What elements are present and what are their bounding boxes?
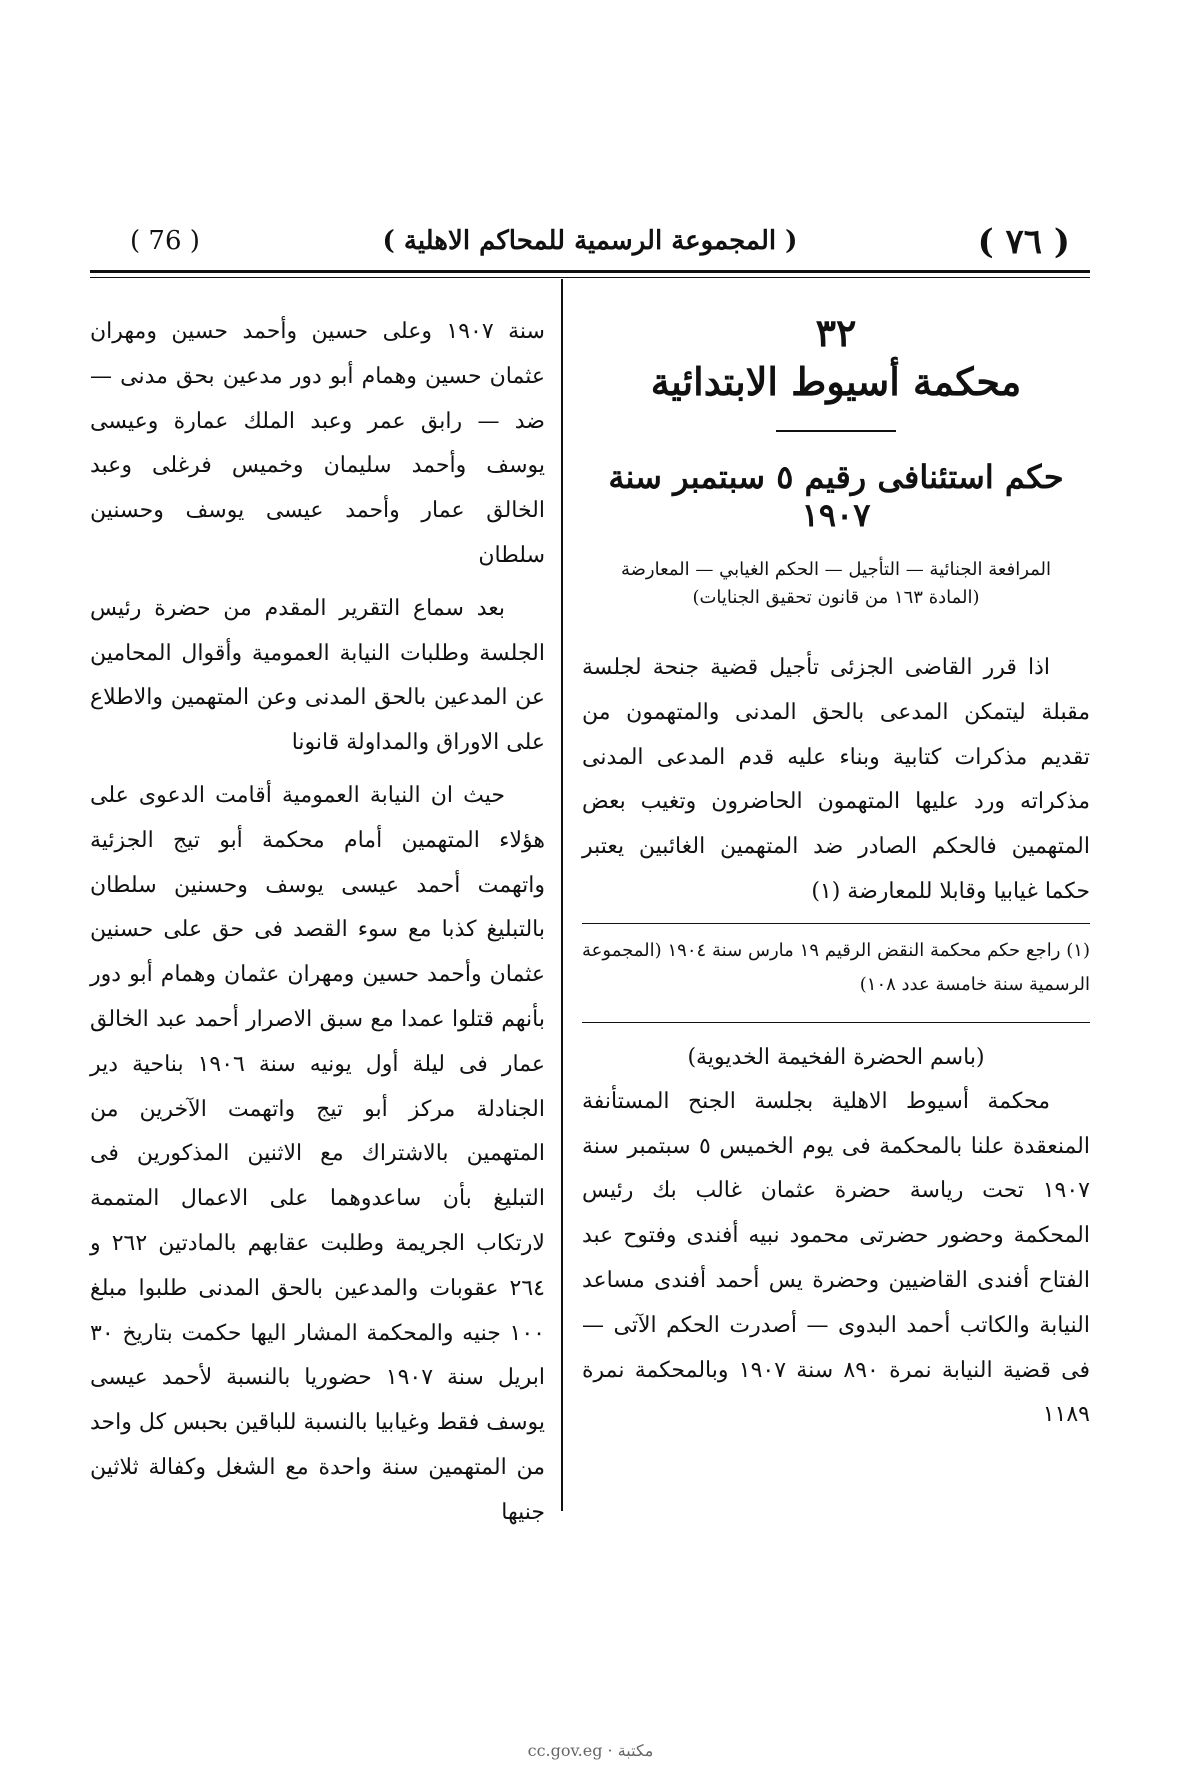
case-number: ٣٢ — [815, 310, 857, 355]
column-divider — [561, 279, 563, 1511]
right-column — [582, 310, 1090, 1438]
left-column — [90, 310, 545, 1536]
footer-note: مكتبة · cc.gov.eg — [527, 1741, 654, 1760]
page-header — [90, 222, 1090, 276]
publication-title: ( المجموعة الرسمية للمحاكم الاهلية ) — [382, 226, 798, 256]
summary-paragraph: اذا قرر القاضى الجزئى تأجيل قضية جنحة لجلسة مقبلة ليتمكن المدعى بالحق المدنى والمتهمون من تقديم مذكرات كتابية وبناء عليه قدم المدعى المدنى مذكراته ورد عليها المتهمون الحاضرون وتغيب بعض المتهمين فالحكم الصادر ضد المتهمين الغائبين يعتبر حكما غيابيا وقابلا للمعارضة (١) — [582, 655, 1090, 904]
procedure-paragraph: بعد سماع التقرير المقدم من حضرة رئيس الجلسة وطلبات النيابة العمومية وأقوال المحامين عن المدعين بالحق المدنى وعن المتهمين والاطلاع على الاوراق والمداولة قانونا — [90, 595, 545, 756]
legal-reference: (المادة ١٦٣ من قانون تحقيق الجنايات) — [692, 587, 980, 608]
invocation: (باسم الحضرة الفخيمة الخديوية) — [582, 1022, 1090, 1080]
title-divider — [776, 430, 896, 432]
header-rule-thin — [90, 277, 1090, 278]
keywords: المرافعة الجنائية — التأجيل — الحكم الغيابي — المعارضة — [620, 559, 1052, 580]
court-title: محكمة أسيوط الابتدائية — [650, 359, 1022, 404]
page-number-arabic: ( ٧٦ ) — [977, 222, 1070, 262]
page-number-latin: ( 76 ) — [130, 226, 200, 256]
header-rule — [90, 270, 1090, 273]
footnote-divider — [582, 923, 1090, 924]
judgment-heading: حكم استئنافى رقيم ٥ سبتمبر سنة ١٩٠٧ — [608, 458, 1064, 534]
footnote: (١) راجع حكم محكمة النقض الرقيم ١٩ مارس سنة ١٩٠٤ (المجموعة الرسمية سنة خامسة عدد ١٠٨) — [582, 939, 1090, 995]
court-intro-paragraph: محكمة أسيوط الاهلية بجلسة الجنح المستأنفة المنعقدة علنا بالمحكمة فى يوم الخميس ٥ سبتمبر سنة ١٩٠٧ تحت رياسة حضرة عثمان غالب بك رئيس المحكمة وحضور حضرتى محمود نبيه أفندى وفتوح عبد الفتاح أفندى القاضيين وحضرة يس أحمد أفندى مساعد النيابة والكاتب أحمد البدوى — أصدرت الحكم الآتى — فى قضية النيابة نمرة ٨٩٠ سنة ١٩٠٧ وبالمحكمة نمرة ١١٨٩ — [582, 1088, 1091, 1428]
parties-paragraph: سنة ١٩٠٧ وعلى حسين وأحمد حسين ومهران عثمان حسين وهمام أبو دور مدعين بحق مدنى — ضد — رابق عمر وعبد الملك عمارة وعيسى يوسف وأحمد سليمان وخميس فرغلى وعبد الخالق عمار وأحمد عيسى يوسف وحسنين سلطان — [90, 319, 545, 568]
facts-paragraph: حيث ان النيابة العمومية أقامت الدعوى على هؤلاء المتهمين أمام محكمة أبو تيج الجزئية واتهمت أحمد عيسى يوسف وحسنين سلطان بالتبليغ كذبا مع سوء القصد فى حق على حسنين عثمان وأحمد حسين ومهران عثمان وهمام أبو دور بأنهم قتلوا عمدا مع سبق الاصرار أحمد عبد الخالق عمار فى ليلة أول يونيه سنة ١٩٠٦ بناحية دير الجنادلة مركز أبو تيج واتهمت الآخرين من المتهمين بالاشتراك مع الاثنين المذكورين فى التبليغ بأن ساعدوهما على الاعمال المتممة لارتكاب الجريمة وطلبت عقابهم بالمادتين ٢٦٢ و ٢٦٤ عقوبات والمدعين بالحق المدنى طلبوا مبلغ ١٠٠ جنيه والمحكمة المشار اليها حكمت بتاريخ ٣٠ ابريل سنة ١٩٠٧ حضوريا بالنسبة لأحمد عيسى يوسف فقط وغيابيا بالنسبة للباقين بحبس كل واحد من المتهمين سنة واحدة مع الشغل وكفالة ثلاثين جنيها — [90, 782, 546, 1525]
